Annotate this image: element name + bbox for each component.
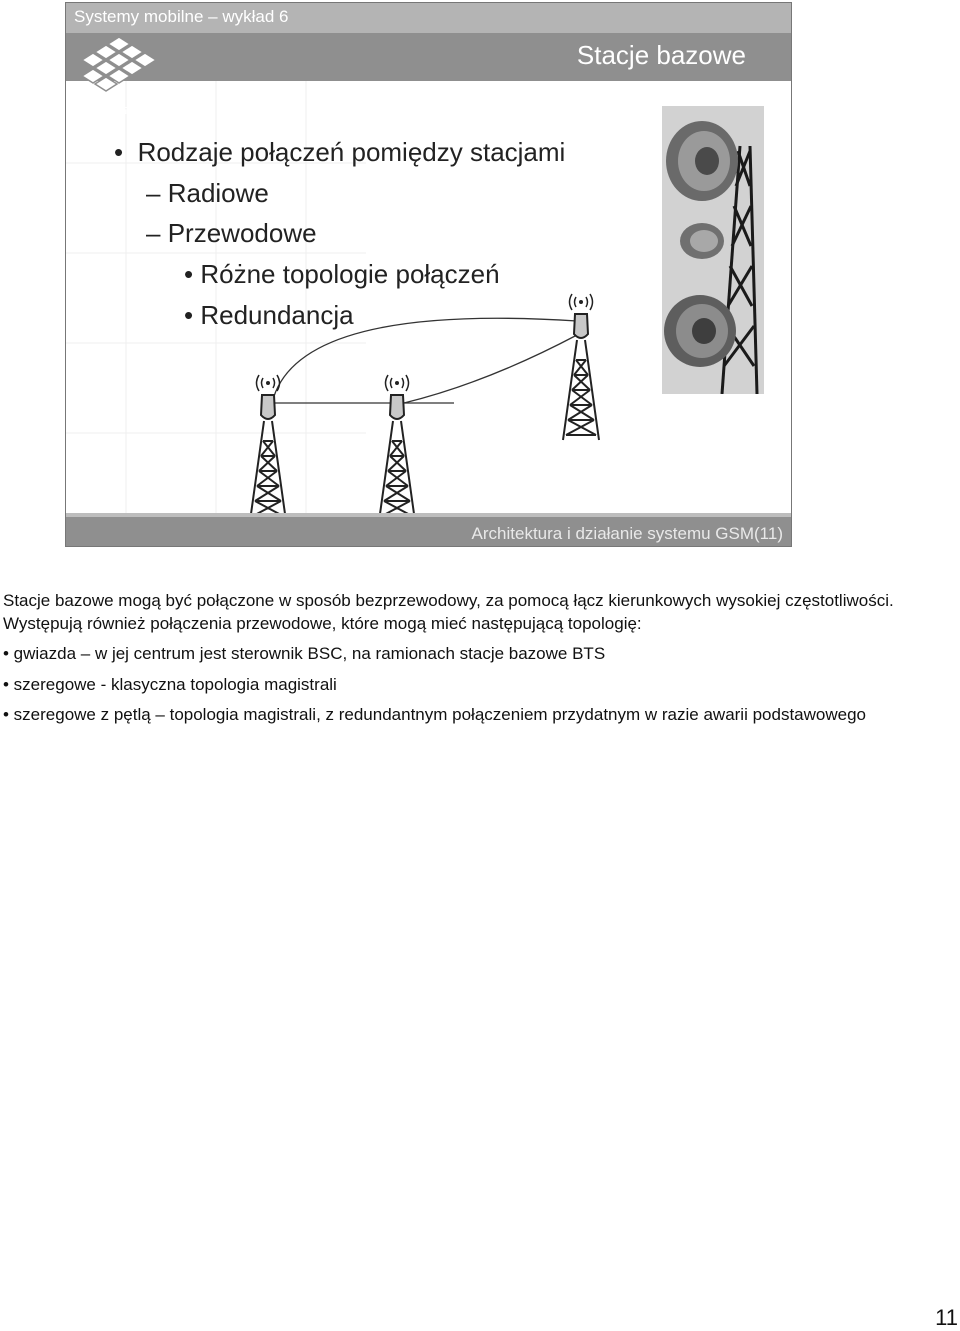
bullet-marker: • xyxy=(184,300,194,330)
slide-title: Stacje bazowe xyxy=(576,40,746,70)
notes-item-3: • szeregowe z pętlą – topologia magistrali, z redundantnym połączeniem przydatnym w razie awarii podstawowego xyxy=(3,705,866,724)
bullet-marker: • xyxy=(184,259,194,289)
bullet-marker: – xyxy=(146,218,161,248)
radio-tower-icon xyxy=(250,375,286,521)
notes-item-1: • gwiazda – w jej centrum jest sterownik BSC, na ramionach stacje bazowe BTS xyxy=(3,644,606,663)
radio-tower-icon xyxy=(563,294,599,440)
bullet-text: Przewodowe xyxy=(167,218,317,248)
radio-tower-icon xyxy=(379,375,415,521)
connection-line-3 xyxy=(272,318,577,403)
notes-section xyxy=(3,590,958,727)
logo-text-online: ONLINE xyxy=(108,110,131,116)
bullet-marker: – xyxy=(146,178,161,208)
logo-text-uczelnia: UCZELNIA xyxy=(96,100,144,110)
footer-text: Architektura i działanie systemu GSM(11) xyxy=(471,524,783,543)
slide xyxy=(65,2,792,547)
bullet-text: Rodzaje połączeń pomiędzy stacjami xyxy=(137,137,566,167)
notes-item-2: • szeregowe - klasyczna topologia magistrali xyxy=(3,674,337,694)
bullet-text: Różne topologie połączeń xyxy=(200,259,500,289)
page-number: 11 xyxy=(935,1305,958,1330)
tower-connection-diagram xyxy=(66,3,791,546)
bullet-text: Redundancja xyxy=(200,300,354,330)
notes-paragraph: Stacje bazowe mogą być połączone w sposób bezprzewodowy, za pomocą łącz kierunkowych wysokiej częstotliwości. Występują również połączenia przewodowe, które mogą mieć następującą topologię: xyxy=(3,591,894,633)
bullet-text: Radiowe xyxy=(167,178,269,208)
course-title: Systemy mobilne – wykład 6 xyxy=(74,7,289,26)
connection-line-2 xyxy=(404,335,577,403)
bullet-marker: • xyxy=(114,137,124,167)
